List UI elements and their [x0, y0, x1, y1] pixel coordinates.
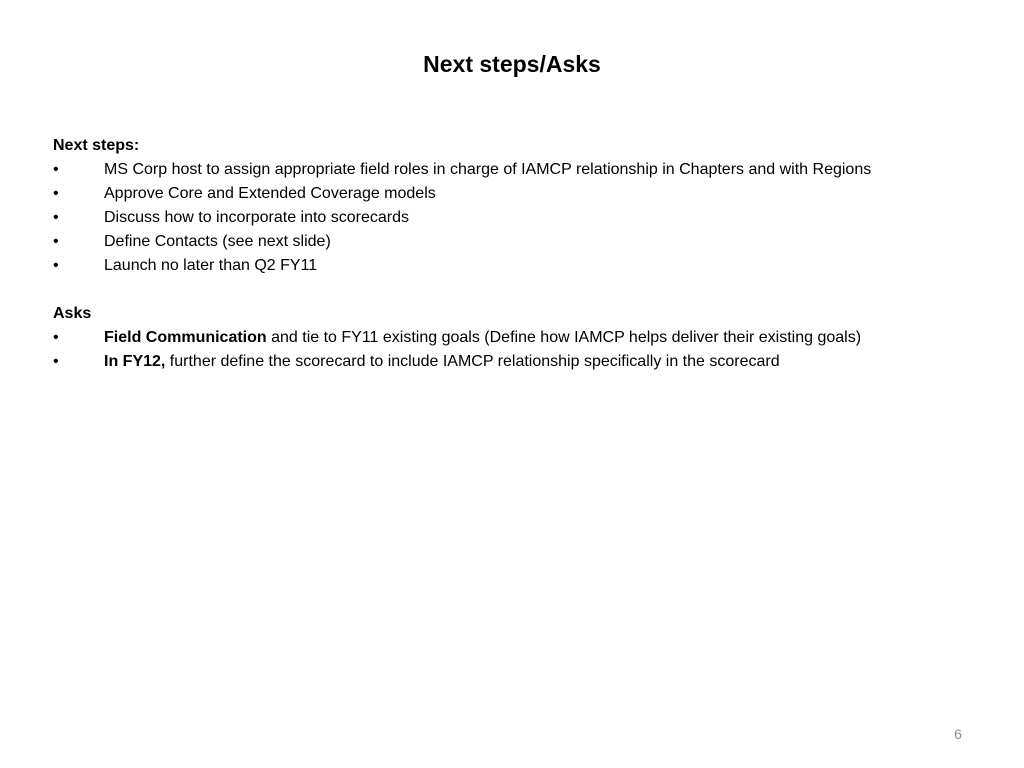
slide-body	[53, 134, 993, 374]
list-item-text: MS Corp host to assign appropriate field roles in charge of IAMCP relationship in Chapters and with Regions	[104, 161, 872, 178]
bullet-icon: •	[53, 353, 59, 370]
list-item	[53, 158, 993, 182]
list-item	[53, 254, 993, 278]
bullet-icon: •	[53, 257, 59, 274]
section-spacer	[53, 278, 993, 302]
list-item	[53, 350, 993, 374]
list-item	[53, 230, 993, 254]
list-item-text: Approve Core and Extended Coverage models	[104, 185, 436, 202]
bullet-icon: •	[53, 233, 59, 250]
bullet-icon: •	[53, 161, 59, 178]
list-item-text: Define Contacts (see next slide)	[104, 233, 331, 250]
asks-list	[53, 326, 993, 374]
ask-body-text: further define the scorecard to include IAMCP relationship specifically in the scorecard	[165, 353, 780, 370]
ask-body-text: and tie to FY11 existing goals (Define how IAMCP helps deliver their existing goals)	[266, 329, 862, 346]
asks-heading: Asks	[53, 305, 92, 322]
bullet-icon: •	[53, 209, 59, 226]
list-item	[53, 182, 993, 206]
bullet-icon: •	[53, 329, 59, 346]
slide-title: Next steps/Asks	[423, 51, 601, 77]
list-item	[53, 326, 993, 350]
next-steps-list	[53, 158, 993, 278]
list-item-text: Discuss how to incorporate into scorecards	[104, 209, 410, 226]
bullet-icon: •	[53, 185, 59, 202]
next-steps-heading: Next steps:	[53, 137, 140, 154]
ask-lead-text: In FY12,	[104, 353, 166, 370]
ask-lead-text: Field Communication	[104, 329, 267, 346]
page-number: 6	[954, 726, 962, 742]
list-item	[53, 206, 993, 230]
list-item-text: Launch no later than Q2 FY11	[104, 257, 318, 274]
